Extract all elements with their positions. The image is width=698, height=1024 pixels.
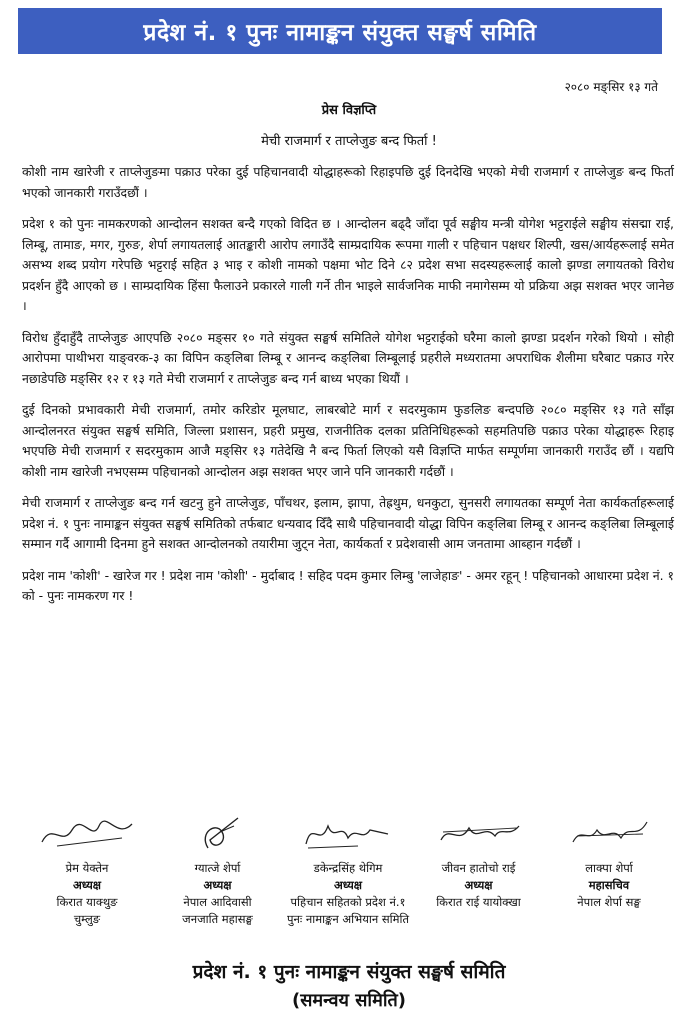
signatory-org: जनजाति महासङ्घ <box>182 912 253 926</box>
paragraph: प्रदेश १ को पुनः नामकरणको आन्दोलन सशक्त बन्दै गएको विदित छ । आन्दोलन बढ्दै जाँदा पूर्व सङ्घीय मन्त्री योगेश भट्टराईले सङ्घीय संसद्मा राई, लिम्बू, तामाङ, मगर, गुरुङ, शेर्पा लगायतलाई आतङ्कारी आरोप लगाउँदै साम्प्रदायिक रूपमा गाली र पहिचान पक्षधर शिल्पी, खस/आर्यहरूलाई समेत असभ्य शब्द प्रयोग गरेपछि भट्टराई सहित ३ भाइ र कोशी नामको पक्षमा भोट दिने ८२ प्रदेश सभा सदस्यहरूलाई कालो झण्डा लगायतको विरोध प्रदर्शन हुँदै आएको छ । साम्प्रदायिक हिंसा फैलाउने प्रकारले गाली गर्ने तीन भाइले सार्वजनिक माफी नमागेसम्म यो प्रक्रिया अझ सशक्त भएर जानेछ । <box>22 216 674 313</box>
signatory-name: डकेन्द्रसिंह थेगिम <box>313 861 383 875</box>
signatory-org: पहिचान सहितको प्रदेश नं.१ <box>290 895 406 909</box>
signatory-4 <box>414 812 544 952</box>
signature-icon <box>429 812 529 854</box>
signatory-role: अध्यक्ष <box>333 878 363 892</box>
subject-line: मेची राजमार्ग र ताप्लेजुङ बन्द फिर्ता ! <box>261 134 437 149</box>
paragraph: दुई दिनको प्रभावकारी मेची राजमार्ग, तमोर करिडोर मूलघाट, लाबरबोटे मार्ग र सदरमुकाम फुङलिङ बन्दपछि २०८० मङ्सिर १३ गते साँझ आन्दोलनरत संयुक्त सङ्घर्ष समिति, जिल्ला प्रशासन, प्रहरी प्रमुख, राजनीतिक दलका प्रतिनिधिहरूको सहमतिपछि पक्राउ परेका योद्धाहरू रिहाइ भएपछि मेची राजमार्ग र सदरमुकाम आजै मङ्सिर १३ गतेदेखि नै बन्द फिर्ता लिएको यसै विज्ञप्ति मार्फत सम्पूर्णमा जानकारी गराउँद छौं । यद्यपि कोशी नाम खारेजी नभएसम्म पहिचानको आन्दोलन अझ सशक्त भएर जाने पनि जानकारी गर्दछौं । <box>22 402 674 479</box>
signature-icon <box>168 812 268 854</box>
paragraph: मेची राजमार्ग र ताप्लेजुङ बन्द गर्न खटनु हुने ताप्लेजुङ, पाँचथर, इलाम, झापा, तेह्रथुम, धनकुटा, सुनसरी लगायतका सम्पूर्ण नेता कार्यकर्ताहरूलाई प्रदेश नं. १ पुनः नामाङ्कन संयुक्त सङ्घर्ष समितिको तर्फबाट धन्यवाद दिँदै साथै पहिचानवादी योद्धा विपिन कङ्लिबा लिम्बू र आनन्द कङ्लिबा लिम्बूलाई सम्मान गर्दै आगामी दिनमा हुने सशक्त आन्दोलनको तयारीमा जुट्न नेता, कार्यकर्ता र प्रदेशवासी आम जनतामा आब्हान गर्दछौं । <box>22 495 674 551</box>
signatory-org: पुनः नामाङ्कन अभियान समिति <box>286 912 410 926</box>
signatory-role: अध्यक्ष <box>203 878 232 892</box>
signatory-role: महासचिव <box>588 878 630 892</box>
signatory-org: चुम्लुङ <box>73 912 101 926</box>
paragraph: विरोध हुँदाहुँदै ताप्लेजुङ आएपछि २०८० मङ्सर १० गते संयुक्त सङ्घर्ष समितिले योगेश भट्टराईको घरैमा कालो झण्डा प्रदर्शन गरेको थियो । सोही आरोपमा पाथीभरा याङ्वरक-३ का विपिन कङ्लिबा लिम्बू र आनन्द कङ्लिबा लिम्बूलाई प्रहरीले मध्यरातमा अपराधिक शैलीमा घरैबाट पक्राउ गरेर नछाडेपछि मङ्सिर १२ र १३ गते मेची राजमार्ग र ताप्लेजुङ बन्द गर्न बाध्य भएका थियौं । <box>22 329 674 386</box>
header-title: प्रदेश नं. १ पुनः नामाङ्कन संयुक्त सङ्घर्ष समिति <box>143 20 537 46</box>
signatory-name: ग्यात्जे शेर्पा <box>194 861 241 875</box>
signature-icon <box>559 812 659 854</box>
signatory-name: लाक्पा शेर्पा <box>585 861 633 875</box>
footer-subtitle: (समन्वय समिति) <box>292 990 406 1011</box>
release-date: २०८० मङ्सिर १३ गते <box>564 80 658 94</box>
signatory-role: अध्यक्ष <box>72 878 102 892</box>
signatory-org: नेपाल आदिवासी <box>183 895 252 909</box>
signatory-role: अध्यक्ष <box>464 878 493 892</box>
paragraph: कोशी नाम खारेजी र ताप्लेजुङमा पक्राउ परेका दुई पहिचानवादी योद्धाहरूको रिहाइपछि दुई दिनदेखि भएको मेची राजमार्ग र ताप्लेजुङ बन्द फिर्ता भएको जानकारी गराउँदछौं । <box>22 164 674 200</box>
signature-icon <box>37 812 137 854</box>
footer-title: प्रदेश नं. १ पुनः नामाङ्कन संयुक्त सङ्घर्ष समिति <box>192 961 506 983</box>
signatory-2 <box>153 812 283 952</box>
signatory-1 <box>22 812 152 952</box>
paragraph: प्रदेश नाम 'कोशी' - खारेज गर ! प्रदेश नाम 'कोशी' - मुर्दाबाद ! सहिद पदम कुमार लिम्बु 'लाजेहाङ' - अमर रहून् ! पहिचानको आधारमा प्रदेश नं. १ को - पुनः नामकरण गर ! <box>22 567 674 603</box>
signatory-org: किरात याक्थुङ <box>56 895 118 909</box>
press-release-title: प्रेस विज्ञप्ति <box>321 103 377 118</box>
header-banner <box>18 8 662 54</box>
signatory-name: प्रेम येक्तेन <box>65 861 109 875</box>
signatory-org: किरात राई यायोक्खा <box>436 895 521 909</box>
body-text <box>22 162 674 618</box>
signatory-org: नेपाल शेर्पा सङ्घ <box>577 895 641 909</box>
signatory-3 <box>283 812 413 952</box>
signatures-row <box>22 812 674 952</box>
signatory-name: जीवन हातोचो राई <box>441 861 516 875</box>
signatory-5 <box>544 812 674 952</box>
signature-icon <box>298 812 398 854</box>
